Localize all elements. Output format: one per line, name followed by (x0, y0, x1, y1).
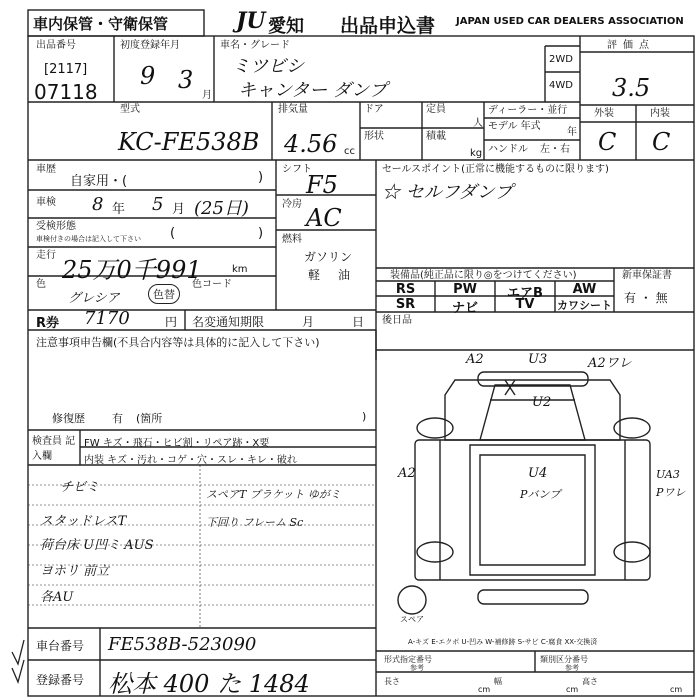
grade-label: 評価点 (607, 40, 655, 51)
transfer-sub: 車検付きの場合は記入して下さい (36, 235, 141, 243)
door-label: ドア (364, 104, 384, 115)
handle-label: ハンドル (488, 144, 528, 155)
exterior-grade: C (598, 128, 617, 156)
selling-points-value: ☆ セルフダンプ (382, 182, 513, 203)
vehicle-model: キャンター ダンプ (238, 80, 388, 101)
recycle-value: 7170 (84, 308, 130, 329)
mark-u2: U2 (532, 395, 552, 410)
mark-p-bump: Pバンプ (520, 488, 561, 501)
repair-area-close: ) (362, 410, 367, 423)
shape-label: 形状 (364, 131, 384, 142)
exterior-label: 外装 (594, 108, 614, 119)
damage-legend: A-キズ E-エクボ U-凹み W-補修跡 S-サビ C-腐食 XX-交換済 (408, 638, 598, 646)
note-5: 各AU (40, 590, 74, 605)
shift-label: シフト (282, 164, 312, 175)
height-cm: cm (670, 685, 683, 694)
inspector-row1: FW キズ・飛石・ヒビ割・リペア跡・X要 (84, 438, 270, 449)
mark-u4: U4 (528, 466, 548, 481)
transfer-close: ) (258, 226, 264, 241)
registration-label: 初度登録年月 (120, 40, 180, 51)
class-number-label: 類別区分番号 (540, 655, 588, 664)
equip-navi: ナビ (451, 301, 478, 316)
lot-label: 出品番号 (36, 40, 76, 51)
mark-p-crack: Pワレ (656, 486, 686, 499)
recycle-yen: 円 (165, 315, 178, 329)
inspection-year-unit: 年 (112, 202, 126, 217)
selling-points-label: セールスポイント(正常に機能するものに限ります) (382, 164, 609, 175)
mark-ua3: UA3 (656, 468, 680, 481)
lot-number: 07118 (34, 80, 98, 104)
length-label: 長さ (384, 677, 400, 686)
kg-unit: kg (470, 148, 483, 159)
equip-pw: PW (453, 282, 477, 297)
transfer-open: ( (170, 226, 176, 241)
transfer-label: 受検形態 (36, 221, 76, 232)
storage-label: 車内保管・守衛保管 (33, 15, 169, 33)
width-label: 幅 (494, 677, 502, 686)
note-1: チビミ (60, 480, 100, 495)
mark-a2-crack: A2ワレ (588, 356, 632, 371)
fuel-gasoline: ガソリン (304, 250, 353, 264)
lot-code: [2117] (44, 62, 88, 77)
mark-a2-front: A2 (466, 352, 484, 367)
association-name: JAPAN USED CAR DEALERS ASSOCIATION (456, 16, 684, 27)
warranty-label: 新車保証書 (622, 270, 672, 281)
note-2: スタッドレスT (40, 514, 127, 529)
displacement-label: 排気量 (278, 104, 308, 115)
model-year-label: モデル 年式 (488, 121, 541, 132)
recycle-label: R券 (36, 316, 60, 331)
vehicle-label: 車名・グレード (220, 40, 290, 51)
model-code: KC-FE538B (118, 128, 260, 156)
delivery-label: 後日品 (382, 315, 412, 326)
plate-number: 松本 400 た 1484 (108, 670, 310, 698)
load-label: 積載 (426, 131, 446, 142)
inspection-day: (25日) (194, 198, 249, 219)
ref-label-2: 参考 (565, 664, 579, 672)
cc-unit: cc (344, 146, 355, 157)
color-code-label: 色コード (192, 279, 232, 290)
mileage-unit: km (232, 264, 248, 275)
equip-leather: カワシート (557, 299, 612, 312)
repair-value: 有 (112, 412, 123, 425)
notice-day: 日 (352, 315, 365, 329)
chassis-number: FE538B-523090 (108, 634, 257, 655)
color-label: 色 (36, 279, 46, 290)
equip-rs: RS (395, 282, 416, 297)
note-right-2: 下回り フレーム Sc (206, 516, 304, 529)
equipment-label: 装備品(純正品に限り◎をつけてください) (390, 270, 577, 281)
dealer-label: ディーラー・並行 (488, 105, 568, 116)
drive-2wd: 2WD (549, 54, 573, 65)
seating-label: 定員 (426, 104, 446, 115)
inspection-month: 5 (152, 194, 164, 215)
interior-label: 内装 (650, 108, 670, 119)
note-right-1: スペアT ブラケット ゆがミ (206, 488, 341, 501)
form-title: 出品申込書 (340, 15, 436, 37)
equip-airbag: エアB (507, 286, 543, 301)
inspection-year: 8 (92, 194, 104, 215)
shift-value: F5 (306, 171, 338, 199)
notice-month: 月 (302, 315, 315, 329)
ac-value: AC (306, 204, 342, 232)
mark-a2-side: A2 (398, 466, 416, 481)
mileage-label: 走行 (36, 250, 56, 261)
registration-year: 9 (140, 62, 156, 90)
repair-area-open: (箇所 (136, 412, 163, 425)
month-unit: 月 (202, 90, 212, 101)
inspection-label: 車検 (36, 197, 56, 208)
ju-logo: JU (236, 8, 266, 34)
inspector-row2: 内装 キズ・汚れ・コゲ・穴・スレ・キレ・破れ (84, 455, 297, 466)
equip-sr: SR (395, 297, 416, 312)
grade-score: 3.5 (612, 74, 651, 102)
model-code-label: 型式 (120, 104, 140, 115)
history-close: ) (258, 170, 264, 185)
color-change: 色替 (148, 284, 180, 304)
remarks-label: 注意事項申告欄(不具合内容等は具体的に記入して下さい) (36, 336, 320, 349)
history-label: 車歴 (36, 164, 56, 175)
drive-4wd: 4WD (549, 80, 573, 91)
registration-month: 3 (178, 66, 194, 94)
org-name: 愛知 (268, 16, 304, 37)
warranty-value: 有 ・ 無 (624, 291, 668, 305)
equip-tv: TV (515, 297, 535, 312)
year-unit: 年 (567, 127, 577, 138)
length-cm: cm (478, 685, 491, 694)
vehicle-make: ミツビシ (232, 56, 304, 77)
spec-number-label: 形式指定番号 (384, 655, 432, 664)
mileage-value: 25万0千991 (62, 256, 202, 284)
note-4: ヨホリ 前立 (40, 564, 110, 579)
handle-value: 左・右 (540, 144, 570, 155)
displacement: 4.56 (284, 130, 338, 158)
height-label: 高さ (582, 677, 598, 686)
chassis-label: 車台番号 (36, 639, 85, 653)
fuel-label: 燃料 (282, 234, 302, 245)
person-unit: 人 (473, 118, 483, 129)
width-cm: cm (566, 685, 579, 694)
equip-aw: AW (572, 282, 597, 297)
inspector-label: 検査員 記入欄 (32, 436, 76, 462)
fuel-oil: 油 (338, 268, 351, 282)
note-3: 荷台床 U凹ミ AUS (40, 538, 154, 553)
ac-label: 冷房 (282, 199, 302, 210)
interior-grade: C (652, 128, 671, 156)
fuel-light: 軽 (308, 268, 321, 282)
mark-u3: U3 (528, 352, 548, 367)
repair-label: 修復歴 (52, 412, 85, 425)
history-value: 自家用・( (70, 174, 128, 189)
notice-label: 名変通知期限 (192, 315, 265, 329)
plate-label: 登録番号 (36, 673, 85, 687)
color-value: グレシア (68, 291, 120, 306)
ref-label-1: 参考 (410, 664, 424, 672)
inspection-month-unit: 月 (172, 202, 186, 217)
spare-label: スペア (400, 615, 424, 624)
